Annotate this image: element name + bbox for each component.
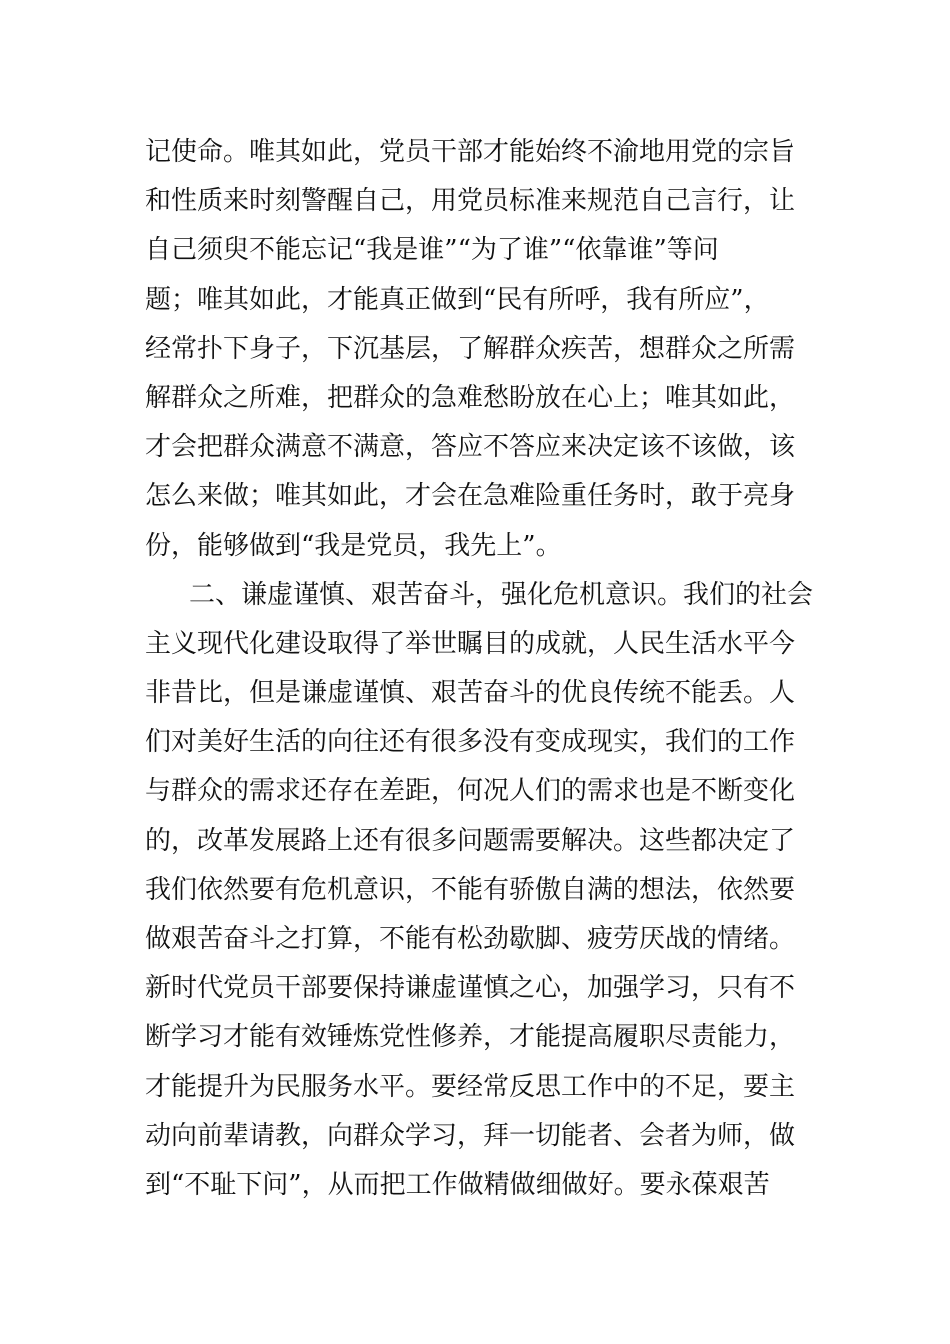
text-line: 我们依然要有危机意识，不能有骄傲自满的想法，依然要 — [145, 874, 796, 905]
text-line: 做艰苦奋斗之打算，不能有松劲歇脚、疲劳厌战的情绪。 — [145, 924, 796, 954]
text-line: 才会把群众满意不满意，答应不答应来决定该不该做，该 — [145, 432, 796, 463]
text-line: 们对美好生活的向往还有很多没有变成现实，我们的工作 — [145, 727, 796, 758]
text-line: 记使命。唯其如此，党员干部才能始终不渝地用党的宗旨 — [145, 137, 796, 167]
section-heading-line: 二、谦虚谨慎、艰苦奋斗，强化危机意识。我们的社会 — [189, 579, 814, 610]
text-line: 非昔比，但是谦虚谨慎、艰苦奋斗的优良传统不能丢。人 — [145, 678, 796, 709]
text-line: 和性质来时刻警醒自己，用党员标准来规范自己言行，让 — [145, 186, 796, 217]
text-line: 怎么来做；唯其如此，才会在急难险重任务时，敢于亮身 — [145, 481, 796, 512]
text-line: 断学习才能有效锤炼党性修养，才能提高履职尽责能力， — [145, 1022, 796, 1053]
text-line: 动向前辈请教，向群众学习，拜一切能者、会者为师，做 — [145, 1120, 796, 1151]
text-line: 解群众之所难，把群众的急难愁盼放在心上；唯其如此， — [145, 382, 796, 413]
text-line: 到“不耻下问”，从而把工作做精做细做好。要永葆艰苦 — [145, 1169, 770, 1200]
document-body — [145, 128, 815, 1210]
text-line: 与群众的需求还存在差距，何况人们的需求也是不断变化 — [145, 776, 796, 807]
text-line: 经常扑下身子，下沉基层，了解群众疾苦，想群众之所需 — [145, 333, 796, 364]
text-line: 自己须臾不能忘记“我是谁”“为了谁”“依靠谁”等问 — [145, 235, 719, 266]
text-line: 主义现代化建设取得了举世瞩目的成就，人民生活水平今 — [145, 628, 796, 659]
text-line: 才能提升为民服务水平。要经常反思工作中的不足，要主 — [145, 1071, 796, 1102]
text-line: 的，改革发展路上还有很多问题需要解决。这些都决定了 — [145, 825, 796, 856]
text-line: 新时代党员干部要保持谦虚谨慎之心，加强学习，只有不 — [145, 973, 796, 1004]
text-line: 题；唯其如此，才能真正做到“民有所呼，我有所应”， — [145, 284, 770, 315]
text-line: 份，能够做到“我是党员，我先上”。 — [145, 530, 562, 561]
